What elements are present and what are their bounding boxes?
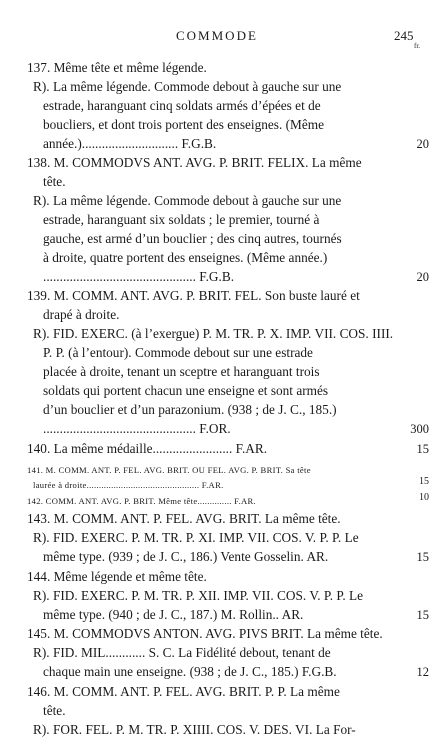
price-value: 12 (416, 665, 429, 679)
text-line: boucliers, et dont trois portent des enseignes. (Même (43, 117, 325, 132)
entry-141-line: 141. M. COMM. ANT. P. FEL. AVG. BRIT. OU FEL. AVG. P. BRIT. Sa tête (27, 465, 311, 475)
text-line: gauche, est armé d’un bouclier ; des cinq autres, tournés (43, 231, 342, 246)
entry-144-line: 144. Même légende et même tête. (27, 569, 207, 584)
text-line: .............................................. F.OR. (43, 421, 231, 436)
text-line: laurée à droite.............................................. F.AR. (33, 480, 224, 490)
page-number: 245 (394, 28, 414, 43)
entry-142-line: 142. COMM. ANT. AVG. P. BRIT. Même tête.............. F.AR. (27, 496, 256, 506)
text-line: drapé à droite. (43, 307, 120, 322)
price-value: 20 (416, 137, 429, 151)
text-line: placée à droite, tenant un sceptre et haranguant trois (43, 364, 320, 379)
price-value: 15 (419, 476, 429, 487)
entry-138-line: 138. M. COMMODVS ANT. AVG. P. BRIT. FELIX. La même (27, 155, 362, 170)
text-line: d’un bouclier et d’un parazonium. (938 ; de J. C., 185.) (43, 402, 337, 417)
reverse-line: R). FOR. FEL. P. M. TR. P. XIIII. COS. V. DES. VI. La For- (33, 722, 356, 737)
text-line: année.)............................. F.G.B. (43, 136, 217, 151)
text-line: soldats qui portent chacun une enseigne et sont armés (43, 383, 329, 398)
entry-145-line: 145. M. COMMODVS ANTON. AVG. PIVS BRIT. La même tête. (27, 626, 383, 641)
entry-140-line: 140. La même médaille........................ F.AR. (27, 441, 268, 456)
price-value: 15 (416, 550, 429, 564)
reverse-line: R). FID. EXERC. (à l’exergue) P. M. TR. P. X. IMP. VII. COS. IIII. (33, 326, 394, 341)
price-value: 15 (416, 442, 429, 456)
price-value: 20 (416, 270, 429, 284)
reverse-line: R). FID. MIL............ S. C. La Fidélité debout, tenant de (33, 645, 331, 660)
text-line: même type. (940 ; de J. C., 187.) M. Rollin.. AR. (43, 607, 304, 622)
entry-146-line: 146. M. COMM. ANT. P. FEL. AVG. BRIT. P. P. La même (27, 684, 340, 699)
entry-139-line: 139. M. COMM. ANT. AVG. P. BRIT. FEL. Son buste lauré et (27, 288, 360, 303)
reverse-line: R). La même légende. Commode debout à gauche sur une (33, 193, 342, 208)
text-line: tête. (43, 703, 66, 718)
price-value: 300 (410, 422, 429, 436)
reverse-line: R). La même légende. Commode debout à gauche sur une (33, 79, 342, 94)
running-title: COMMODE (176, 28, 258, 43)
reverse-line: R). FID. EXERC. P. M. TR. P. XII. IMP. VII. COS. V. P. P. Le (33, 588, 364, 603)
entry-137-line: 137. Même tête et même légende. (27, 60, 207, 75)
price-value: 10 (419, 492, 429, 503)
text-line: P. P. (à l’entour). Commode debout sur une estrade (43, 345, 313, 360)
text-line: à droite, quatre portent des enseignes. (Même année.) (43, 250, 328, 265)
text-line: estrade, haranguant six soldats ; le premier, tourné à (43, 212, 320, 227)
text-line: .............................................. F.G.B. (43, 269, 235, 284)
text-line: chaque main une enseigne. (938 ; de J. C., 185.) F.G.B. (43, 664, 337, 679)
price-value: 15 (416, 608, 429, 622)
text-line: estrade, haranguant cinq soldats armés d’épées et de (43, 98, 321, 113)
text-line: même type. (939 ; de J. C., 186.) Vente Gosselin. AR. (43, 549, 329, 564)
text-line: tête. (43, 174, 66, 189)
unit-label: fr. (414, 42, 421, 50)
reverse-line: R). FID. EXERC. P. M. TR. P. XI. IMP. VII. COS. V. P. P. Le (33, 530, 359, 545)
entry-143-line: 143. M. COMM. ANT. P. FEL. AVG. BRIT. La même tête. (27, 511, 341, 526)
